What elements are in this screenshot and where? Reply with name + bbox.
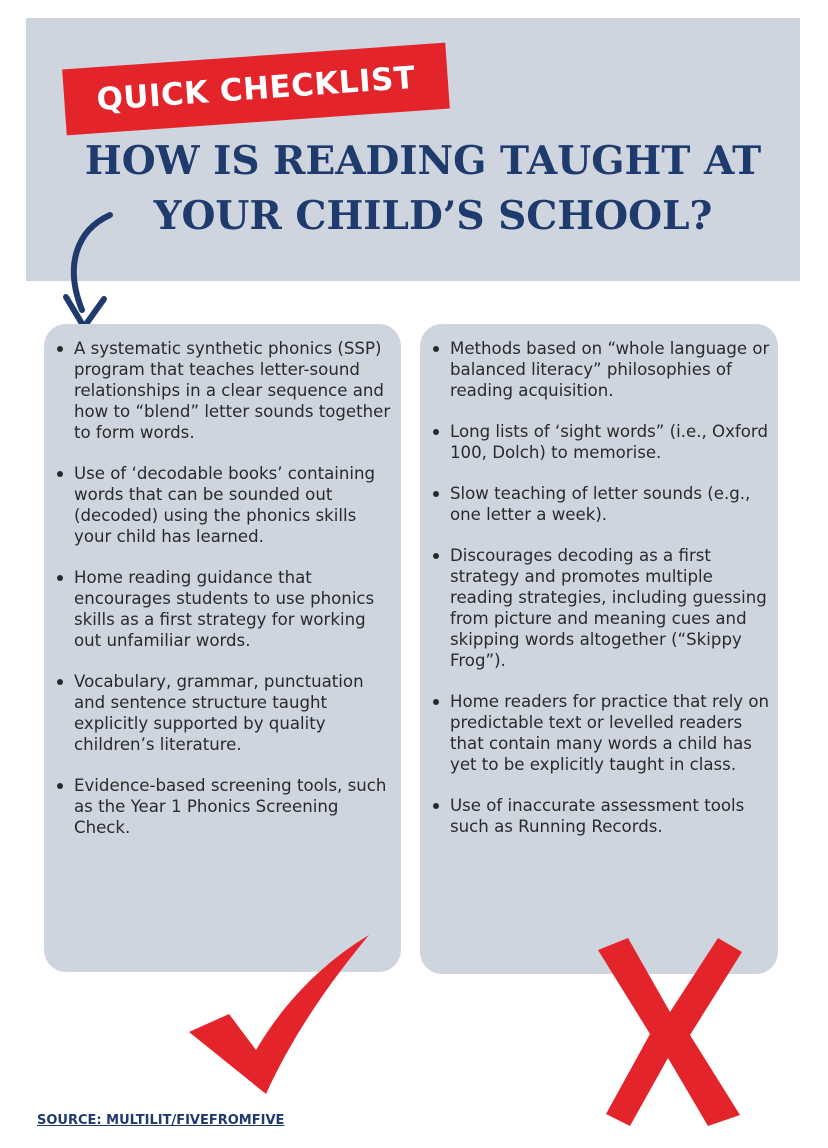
bullet-icon <box>433 553 439 559</box>
bullet-icon <box>57 575 63 581</box>
list-item <box>450 421 770 463</box>
list-item <box>450 545 770 671</box>
list-item <box>74 338 392 443</box>
bullet-icon <box>433 491 439 497</box>
list-item-text: Slow teaching of letter sounds (e.g., one letter a week). <box>450 484 751 524</box>
curved-arrow-icon <box>52 205 122 335</box>
list-item-text: Vocabulary, grammar, punctuation and sentence structure taught explicitly supported by quality children’s literature. <box>74 672 364 754</box>
page-title <box>26 134 800 244</box>
list-item-text: Use of inaccurate assessment tools such as Running Records. <box>450 796 745 836</box>
good-practices-card <box>44 324 401 972</box>
bullet-icon <box>57 679 63 685</box>
list-item <box>74 775 392 838</box>
cross-icon <box>590 930 750 1130</box>
bullet-icon <box>433 699 439 705</box>
bullet-icon <box>57 471 63 477</box>
list-item-text: Discourages decoding as a first strategy and promotes multiple reading strategies, including guessing from picture and meaning cues and skipping words altogether (“Skippy Frog”). <box>450 546 767 670</box>
list-item <box>74 671 392 755</box>
tag-label: QUICK CHECKLIST <box>95 59 417 119</box>
list-item-text: A systematic synthetic phonics (SSP) program that teaches letter-sound relationships in a clear sequence and how to “blend” letter sounds together to form words. <box>74 339 391 442</box>
list-item <box>450 795 770 837</box>
list-item-text: Methods based on “whole language or balanced literacy” philosophies of reading acquisition. <box>450 339 770 400</box>
bad-practices-card <box>420 324 778 974</box>
bad-practices-list <box>450 338 770 857</box>
bullet-icon <box>433 429 439 435</box>
bullet-icon <box>433 803 439 809</box>
list-item-text: Evidence-based screening tools, such as the Year 1 Phonics Screening Check. <box>74 776 387 837</box>
list-item <box>450 691 770 775</box>
bullet-icon <box>57 346 63 352</box>
title-line-2: YOUR CHILD’S SCHOOL? <box>153 193 713 239</box>
list-item-text: Use of ‘decodable books’ containing words that can be sounded out (decoded) using the phonics skills your child has learned. <box>74 464 376 546</box>
good-practices-list <box>74 338 392 858</box>
title-line-1: HOW IS READING TAUGHT AT <box>84 138 762 184</box>
source-link[interactable]: SOURCE: MULTILIT/FIVEFROMFIVE <box>37 1113 285 1128</box>
list-item <box>74 463 392 547</box>
list-item <box>74 567 392 651</box>
bullet-icon <box>57 783 63 789</box>
list-item-text: Long lists of ‘sight words” (i.e., Oxford 100, Dolch) to memorise. <box>450 422 768 462</box>
bullet-icon <box>433 346 439 352</box>
list-item-text: Home readers for practice that rely on predictable text or levelled readers that contain many words a child has yet to be explicitly taught in class. <box>450 692 770 774</box>
checkmark-icon <box>184 932 374 1097</box>
list-item <box>450 338 770 401</box>
list-item <box>450 483 770 525</box>
list-item-text: Home reading guidance that encourages students to use phonics skills as a first strategy for working out unfamiliar words. <box>74 568 375 650</box>
